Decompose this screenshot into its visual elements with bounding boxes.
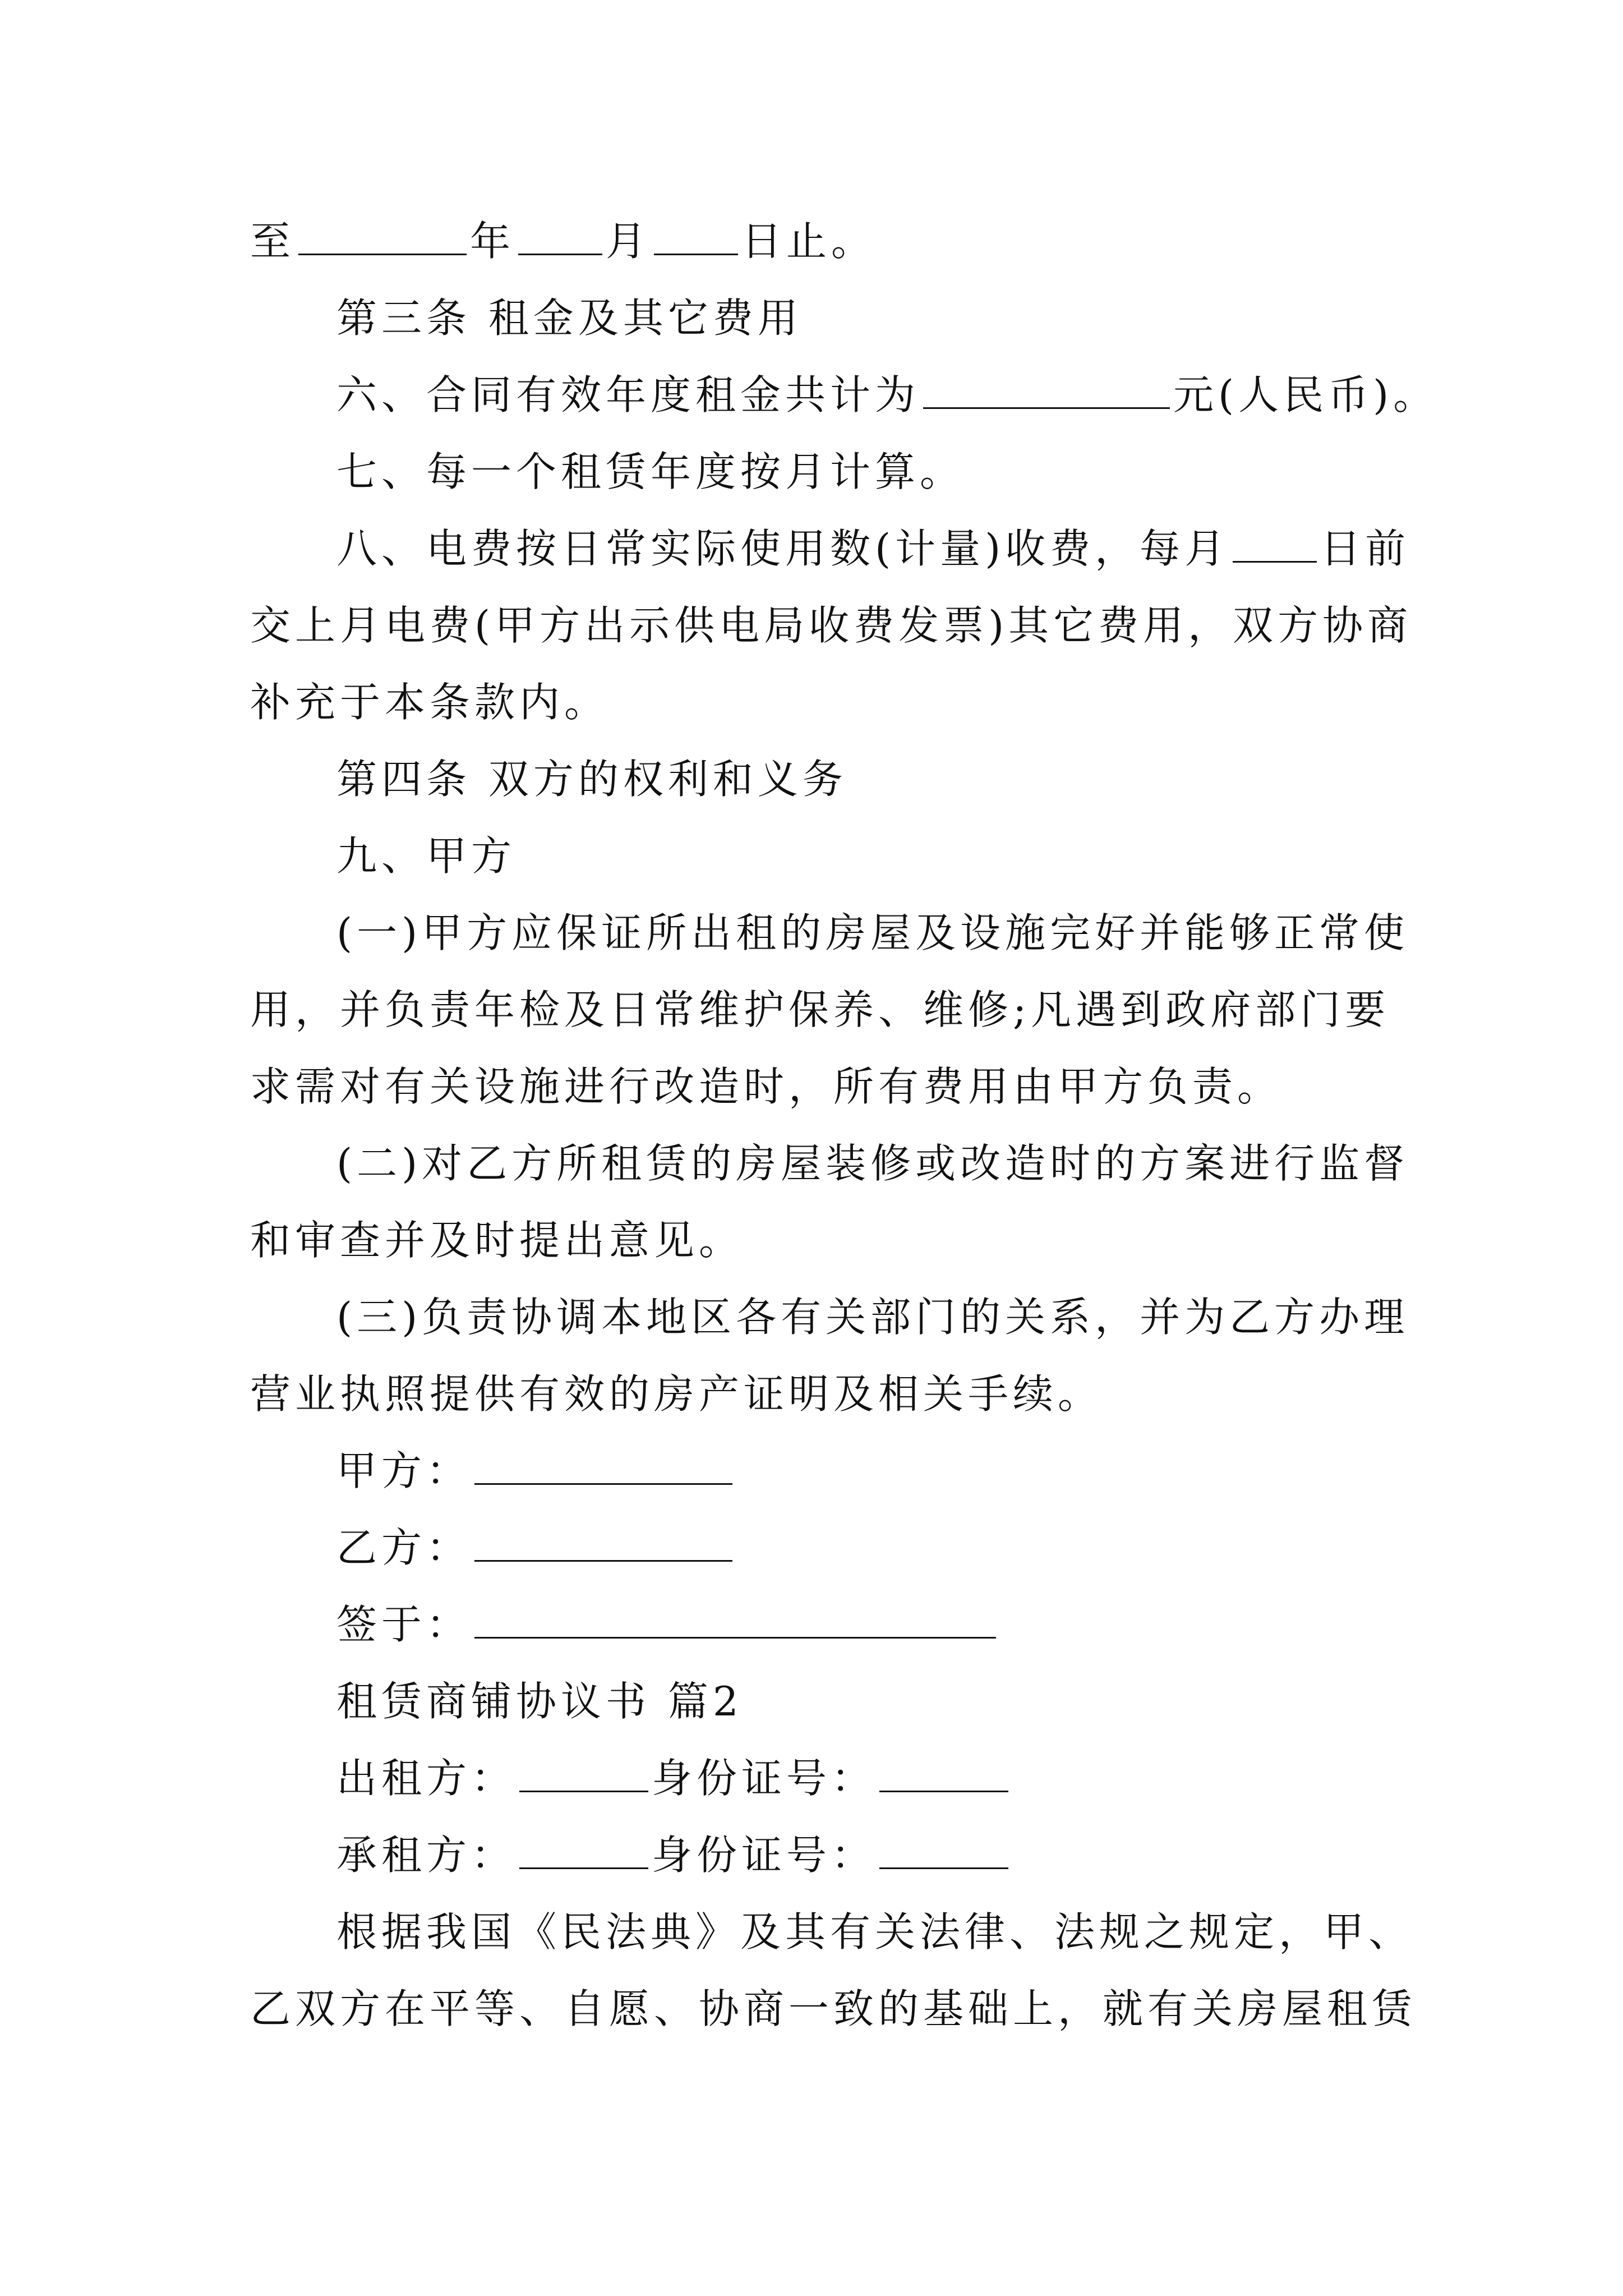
text-line: (三)负责协调本地区各有关部门的关系，并为乙方办理 [336, 1294, 1409, 1341]
lessee-label: 承租方： [336, 1832, 517, 1879]
text-line: 根据我国《民法典》及其有关法律、法规之规定，甲、 [336, 1908, 1414, 1955]
text-line: (一)甲方应保证所出租的房屋及设施完好并能够正常使 [336, 909, 1409, 956]
text-line-date-end [250, 216, 876, 266]
lessee-name-blank[interactable] [519, 1836, 648, 1869]
signature-line-party-b [336, 1522, 736, 1573]
party-b-label: 乙方： [336, 1524, 472, 1571]
text-line-7: 七、每一个租赁年度按月计算。 [336, 448, 965, 495]
rent-amount-blank[interactable] [923, 376, 1170, 409]
text-line-electricity [336, 523, 1410, 574]
electricity-suffix: 日前 [1320, 525, 1410, 572]
year-blank[interactable] [298, 222, 467, 255]
text-line: 营业执照提供有效的房产证明及相关手续。 [250, 1370, 1103, 1418]
electricity-prefix: 八、电费按日常实际使用数(计量)收费，每月 [336, 525, 1230, 572]
rent-total-suffix: 元(人民币)。 [1173, 371, 1438, 418]
document-title-part-2: 租赁商铺协议书 篇2 [336, 1678, 743, 1725]
text-line: 补充于本条款内。 [250, 679, 610, 726]
month-label: 月 [606, 218, 651, 265]
text-line-rent-total [336, 370, 1438, 420]
text-line: 乙双方在平等、自愿、协商一致的基础上，就有关房屋租赁 [250, 1985, 1417, 2032]
month-blank[interactable] [518, 222, 602, 255]
rent-total-prefix: 六、合同有效年度租金共计为 [336, 371, 920, 418]
lessee-id-blank[interactable] [879, 1836, 1008, 1869]
text-line: 和审查并及时提出意见。 [250, 1217, 744, 1264]
lessee-id-label: 身份证号： [652, 1832, 877, 1879]
signature-line-party-a [336, 1446, 736, 1496]
party-b-blank[interactable] [474, 1529, 732, 1562]
lessee-line [336, 1830, 1012, 1880]
lessor-label: 出租方： [336, 1755, 517, 1802]
text-line: 交上月电费(甲方出示供电局收费发票)其它费用，双方协商 [250, 602, 1413, 649]
party-a-blank[interactable] [474, 1452, 732, 1485]
signed-at-blank[interactable] [474, 1605, 996, 1639]
date-prefix: 至 [250, 218, 296, 265]
section-heading-4: 第四条 双方的权利和义务 [336, 756, 847, 803]
lessor-id-blank[interactable] [879, 1759, 1008, 1792]
lessor-id-label: 身份证号： [652, 1755, 877, 1802]
year-label: 年 [470, 218, 515, 265]
text-line: 用，并负责年检及日常维护保养、维修;凡遇到政府部门要 [250, 986, 1390, 1033]
subsection-heading-party-a: 九、甲方 [336, 832, 517, 880]
text-line: 求需对有关设施进行改造时，所有费用由甲方负责。 [250, 1063, 1283, 1110]
electricity-day-blank[interactable] [1233, 530, 1317, 563]
party-a-label: 甲方： [336, 1447, 472, 1494]
day-blank[interactable] [654, 222, 738, 255]
section-heading-3: 第三条 租金及其它费用 [336, 295, 803, 342]
lessor-name-blank[interactable] [519, 1759, 648, 1792]
lessor-line [336, 1753, 1012, 1803]
day-label: 日止。 [741, 218, 877, 265]
signed-at-label: 签于： [336, 1601, 472, 1648]
text-line: (二)对乙方所租赁的房屋装修或改造时的方案进行监督 [336, 1140, 1409, 1187]
signature-line-signed-at [336, 1599, 999, 1650]
